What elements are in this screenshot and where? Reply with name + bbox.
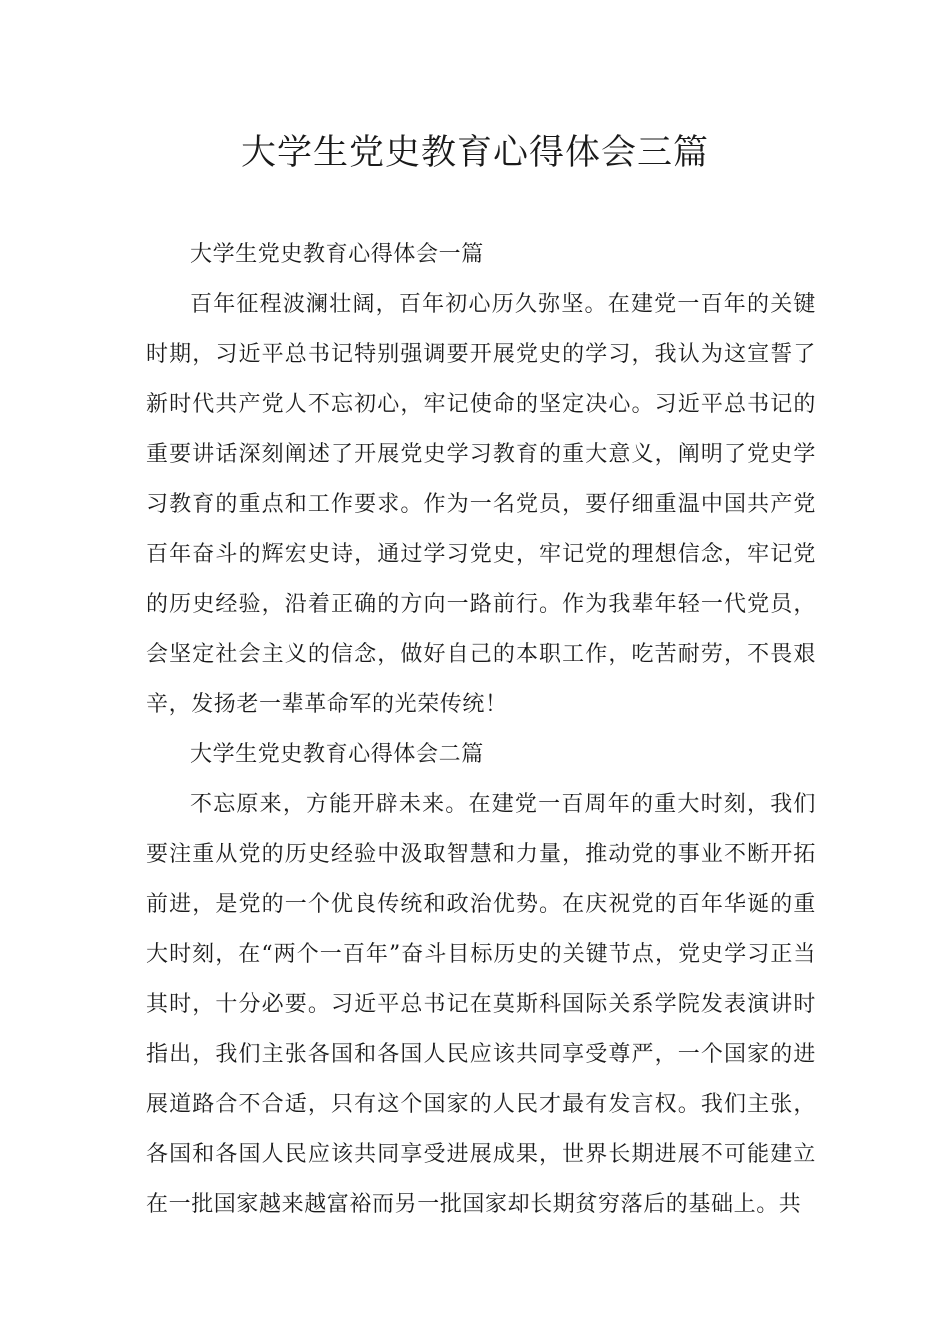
document-body [146,230,816,1230]
section-heading-1: 大学生党史教育心得体会一篇 [190,242,484,267]
section-paragraph-1: 百年征程波澜壮阔，百年初心历久弥坚。在建党一百年的关键时期，习近平总书记特别强调要开展党史的学习，我认为这宣誓了新时代共产党人不忘初心，牢记使命的坚定决心。习近平总书记的重要讲话深刻阐述了开展党史学习教育的重大意义，阐明了党史学习教育的重点和工作要求。作为一名党员，要仔细重温中国共产党百年奋斗的辉宏史诗，通过学习党史，牢记党的理想信念，牢记党的历史经验，沿着正确的方向一路前行。作为我辈年轻一代党员，会坚定社会主义的信念，做好自己的本职工作，吃苦耐劳，不畏艰辛，发扬老一辈革命军的光荣传统！ [146,292,816,717]
section-paragraph-2: 不忘原来，方能开辟未来。在建党一百周年的重大时刻，我们要注重从党的历史经验中汲取智慧和力量，推动党的事业不断开拓前进，是党的一个优良传统和政治优势。在庆祝党的百年华诞的重大时刻，在“两个一百年”奋斗目标历史的关键节点，党史学习正当其时，十分必要。习近平总书记在莫斯科国际关系学院发表演讲时指出，我们主张各国和各国人民应该共同享受尊严，一个国家的进展道路合不合适，只有这个国家的人民才最有发言权。我们主张，各国和各国人民应该共同享受进展成果，世界长期进展不可能建立在一批国家越来越富裕而另一批国家却长期贫穷落后的基础上。共 [146,792,816,1217]
section-heading-2: 大学生党史教育心得体会二篇 [190,742,484,767]
document-title: 大学生党史教育心得体会三篇 [240,133,709,173]
